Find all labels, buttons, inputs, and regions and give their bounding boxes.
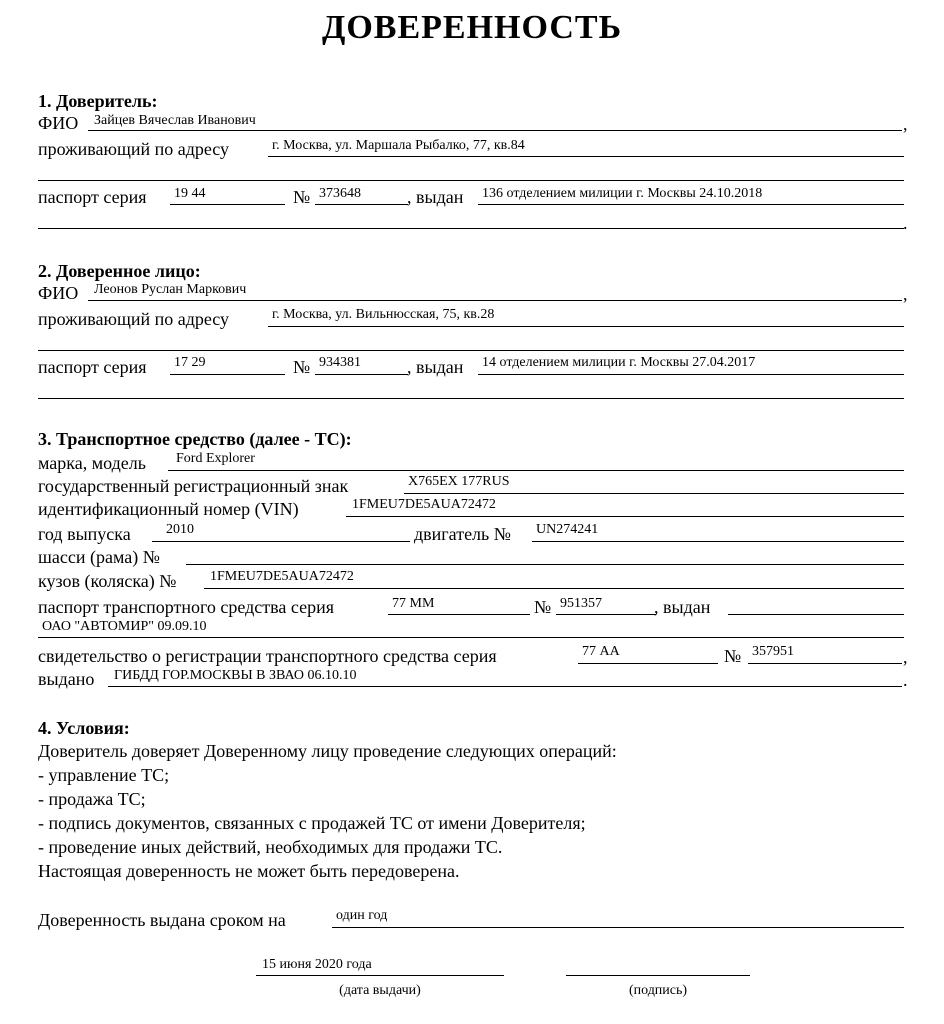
s2-issued-value: 14 отделением милиции г. Москвы 27.04.2017 <box>482 355 756 370</box>
s3-sts-series-line <box>578 663 718 664</box>
document-title: ДОВЕРЕННОСТЬ <box>321 9 623 46</box>
s2-address-line-2 <box>38 350 904 351</box>
s3-sts-number-line <box>748 663 902 664</box>
condition-line: Доверитель доверяет Доверенному лицу проведение следующих операций: <box>38 741 617 761</box>
s2-fio-value: Леонов Руслан Маркович <box>94 282 247 297</box>
condition-line: - подпись документов, связанных с продажей ТС от имени Доверителя; <box>38 813 586 833</box>
s3-sts-issued-label: выдано <box>38 669 95 689</box>
s2-passport-number-label: № <box>293 357 311 377</box>
s2-passport-series-line <box>170 374 285 375</box>
s2-issued-line <box>478 374 904 375</box>
issue-date-value: 15 июня 2020 года <box>262 957 372 972</box>
comma: , <box>903 284 908 304</box>
condition-line: - проведение иных действий, необходимых для продажи ТС. <box>38 837 503 857</box>
s3-plate-value: Х765ЕХ 177RUS <box>408 474 510 489</box>
s1-address-line-2 <box>38 180 904 181</box>
condition-line: - продажа ТС; <box>38 789 146 809</box>
signature-line <box>566 975 750 976</box>
s3-pts-series-value: 77 ММ <box>392 596 435 611</box>
s3-sts-issuer-value: ГИБДД ГОР.МОСКВЫ В ЗВАО 06.10.10 <box>114 668 357 683</box>
s3-plate-label: государственный регистрационный знак <box>38 476 349 496</box>
s1-passport-number-label: № <box>293 187 311 207</box>
s2-passport-number-line <box>315 374 408 375</box>
s1-issued-line-2 <box>38 228 904 229</box>
s1-address-line <box>268 156 904 157</box>
s3-model-line <box>168 470 904 471</box>
s2-fio-label: ФИО <box>38 283 79 303</box>
section-3-heading: 3. Транспортное средство (далее - ТС): <box>38 429 352 449</box>
s2-passport-series-value: 17 29 <box>174 355 206 370</box>
s3-sts-series-value: 77 АА <box>582 644 620 659</box>
condition-line: Настоящая доверенность не может быть передоверена. <box>38 861 460 881</box>
s3-sts-number-label: № <box>724 646 742 666</box>
s3-body-value: 1FMEU7DE5AUA72472 <box>210 569 354 584</box>
s1-issued-value: 136 отделением милиции г. Москвы 24.10.2018 <box>482 186 763 201</box>
s3-body-line <box>204 588 904 589</box>
s1-issued-label: , выдан <box>407 187 464 207</box>
s3-pts-issued-label: , выдан <box>654 597 711 617</box>
s3-year-line <box>152 541 410 542</box>
s1-passport-series-line <box>170 204 285 205</box>
s2-address-value: г. Москва, ул. Вильнюсская, 75, кв.28 <box>272 307 495 322</box>
s3-engine-label: двигатель № <box>414 524 511 544</box>
s1-passport-number-value: 373648 <box>319 186 361 201</box>
s3-chassis-label: шасси (рама) № <box>38 547 160 567</box>
s3-body-label: кузов (коляска) № <box>38 571 177 591</box>
s1-fio-line <box>88 130 902 131</box>
comma: , <box>903 114 908 134</box>
s3-pts-number-line <box>556 614 656 615</box>
s1-address-value: г. Москва, ул. Маршала Рыбалко, 77, кв.84 <box>272 138 525 153</box>
s2-issued-line-2 <box>38 398 904 399</box>
s3-vin-value: 1FMEU7DE5AUA72472 <box>352 497 496 512</box>
s3-pts-label: паспорт транспортного средства серия <box>38 597 335 617</box>
s3-sts-number-value: 357951 <box>752 644 794 659</box>
period: . <box>903 670 908 690</box>
condition-line: - управление ТС; <box>38 765 170 785</box>
s3-sts-label: свидетельство о регистрации транспортного средства серия <box>38 646 497 666</box>
s3-vin-label: идентификационный номер (VIN) <box>38 499 299 519</box>
section-2-heading: 2. Доверенное лицо: <box>38 261 201 281</box>
s3-vin-line <box>346 516 904 517</box>
issue-date-line <box>256 975 504 976</box>
comma: , <box>903 647 908 667</box>
s3-pts-issued-line <box>728 614 904 615</box>
s1-fio-label: ФИО <box>38 113 79 133</box>
term-label: Доверенность выдана сроком на <box>38 910 286 930</box>
s2-issued-label: , выдан <box>407 357 464 377</box>
s3-pts-number-value: 951357 <box>560 596 602 611</box>
s3-year-value: 2010 <box>166 522 194 537</box>
s3-engine-line <box>532 541 904 542</box>
signature-caption: (подпись) <box>628 983 688 998</box>
s2-passport-number-value: 934381 <box>319 355 361 370</box>
s3-pts-series-line <box>388 614 530 615</box>
s1-fio-value: Зайцев Вячеслав Иванович <box>94 113 256 128</box>
s3-pts-issuer-line <box>38 637 904 638</box>
s3-chassis-line <box>186 564 904 565</box>
issue-date-caption: (дата выдачи) <box>339 983 421 998</box>
s1-passport-series-value: 19 44 <box>174 186 206 201</box>
s2-fio-line <box>88 300 902 301</box>
s1-issued-line <box>478 204 904 205</box>
s1-address-label: проживающий по адресу <box>38 139 230 159</box>
s1-passport-number-line <box>315 204 408 205</box>
section-1-heading: 1. Доверитель: <box>38 91 158 111</box>
s2-address-line <box>268 326 904 327</box>
s3-pts-issuer-value: ОАО "АВТОМИР" 09.09.10 <box>42 619 207 634</box>
s3-pts-number-label: № <box>534 597 552 617</box>
s1-passport-series-label: паспорт серия <box>38 187 147 207</box>
s3-plate-line <box>404 493 904 494</box>
term-line <box>332 927 904 928</box>
s2-passport-series-label: паспорт серия <box>38 357 147 377</box>
s3-model-label: марка, модель <box>38 453 146 473</box>
s3-engine-value: UN274241 <box>536 522 599 537</box>
section-4-heading: 4. Условия: <box>38 718 130 738</box>
s3-model-value: Ford Explorer <box>176 451 255 466</box>
term-value: один год <box>336 908 388 923</box>
period: . <box>903 213 908 233</box>
s3-sts-issuer-line <box>108 686 902 687</box>
s3-year-label: год выпуска <box>38 524 131 544</box>
s2-address-label: проживающий по адресу <box>38 309 230 329</box>
